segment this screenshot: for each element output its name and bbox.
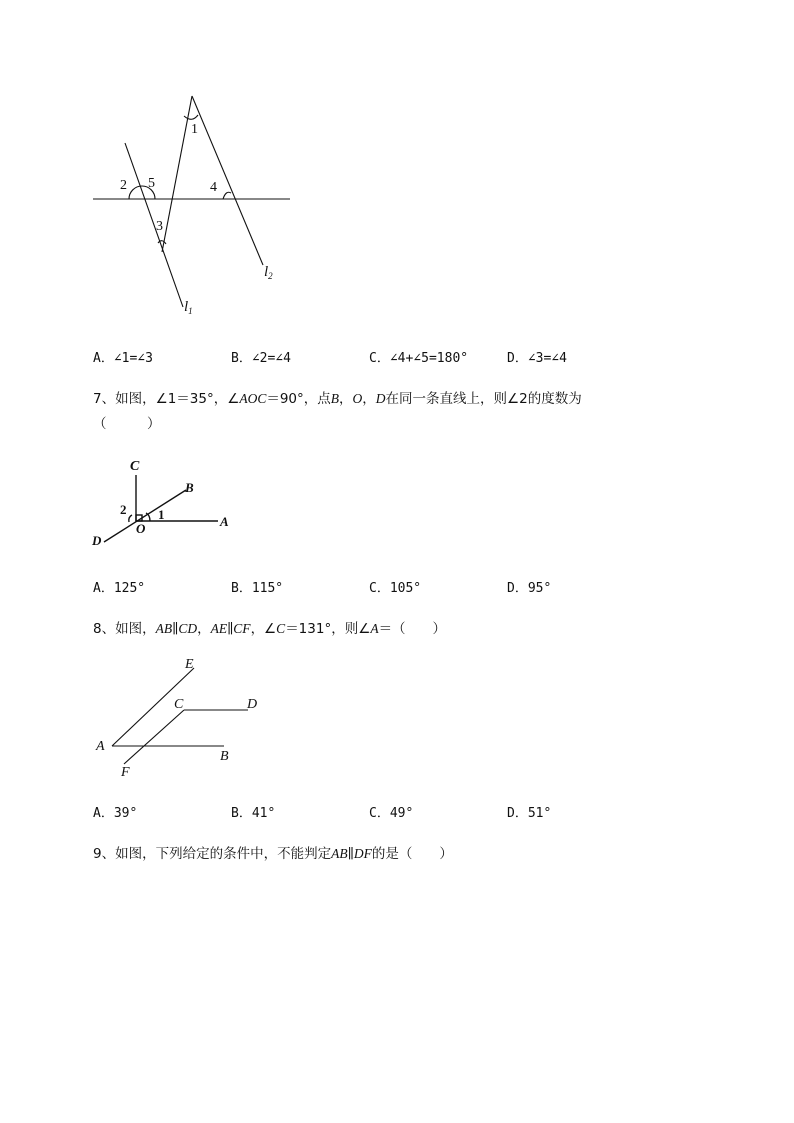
label-l2: $l_2$ [264,264,273,281]
label-b: B [185,480,194,495]
line-l2 [192,96,263,265]
q7-option-a[interactable]: A．125° [93,581,146,596]
label-c: C [130,459,140,474]
figure-q7 [88,455,248,555]
label-b: B [220,749,229,764]
q6-options [93,347,693,367]
arc-angle-1 [184,115,198,119]
q7-options [93,577,693,597]
q8-option-b[interactable]: B．41° [231,806,276,821]
q6-option-b[interactable]: B．∠2=∠4 [231,351,291,366]
q8-options [93,802,693,822]
q9-text: 9、如图，下列给定的条件中，不能判定AB∥DF的是（ ） [93,846,453,862]
label-angle-4: 4 [210,180,217,195]
label-e: E [185,657,194,672]
arc-angle-3 [158,241,166,244]
q8-option-d[interactable]: D．51° [507,806,552,821]
label-d: D [92,533,102,548]
q8-text: 8、如图，AB∥CD，AE∥CF，∠C＝131°，则∠A＝（ ） [93,621,447,637]
q7-option-b[interactable]: B．115° [231,581,284,596]
label-angle-3: 3 [156,219,163,234]
figure-transversals [80,85,310,320]
q8-option-c[interactable]: C．49° [369,806,414,821]
label-1: 1 [158,507,165,522]
arc-angle-4 [223,192,231,199]
segment-apex-to-3 [162,96,192,252]
line-l1 [125,143,183,307]
label-c: C [174,697,184,712]
arc-angle-2-q7 [129,515,132,522]
q7-option-c[interactable]: C．105° [369,581,422,596]
figure-q8 [90,652,270,782]
label-angle-2: 2 [120,178,127,193]
label-d: D [247,697,258,712]
label-angle-1: 1 [191,122,198,137]
q6-option-c[interactable]: C．∠4+∠5=180° [369,351,469,366]
label-l1: $l_1$ [184,299,193,316]
label-f: F [121,765,130,780]
q7-option-d[interactable]: D．95° [507,581,552,596]
q6-option-a[interactable]: A．∠1=∠3 [93,351,153,366]
label-2: 2 [120,502,127,517]
q8-option-a[interactable]: A．39° [93,806,138,821]
q6-option-d[interactable]: D．∠3=∠4 [507,351,567,366]
q7-paren: （ ） [93,416,161,432]
label-a: A [220,514,229,529]
label-o: O [136,521,146,536]
q7-text: 7、如图，∠1＝35°，∠AOC＝90°，点B，O，D在同一条直线上，则∠2的度数为 [93,391,582,407]
label-a: A [96,739,105,754]
segment-cf [124,710,184,764]
label-angle-5: 5 [148,176,155,191]
